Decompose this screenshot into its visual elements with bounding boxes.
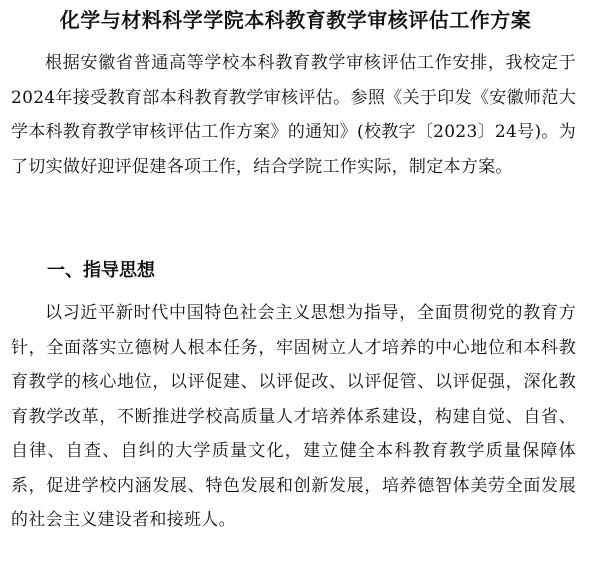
section-heading-guiding-ideology: 一、指导思想	[47, 260, 155, 281]
intro-paragraph: 根据安徽省普通高等学校本科教育教学审核评估工作安排，我校定于2024年接受教育部本科教育教学审核评估。参照《关于印发《安徽师范大学本科教育教学审核评估工作方案》的通知》(校教字〔2023〕24号)。为了切实做好迎评促建各项工作，结合学院工作实际，制定本方案。	[11, 53, 576, 177]
document-title: 化学与材料科学学院本科教育教学审核评估工作方案	[59, 8, 532, 32]
guiding-ideology-paragraph: 以习近平新时代中国特色社会主义思想为指导，全面贯彻党的教育方针，全面落实立德树人根本任务，牢固树立人才培养的中心地位和本科教育教学的核心地位，以评促建、以评促改、以评促管、以评促强，深化教育教学改革，不断推进学校高质量人才培养体系建设，构建自觉、自省、自律、自查、自纠的大学质量文化，建立健全本科教育教学质量保障体系，促进学校内涵发展、特色发展和创新发展，培养德智体美劳全面发展的社会主义建设者和接班人。	[11, 303, 576, 530]
